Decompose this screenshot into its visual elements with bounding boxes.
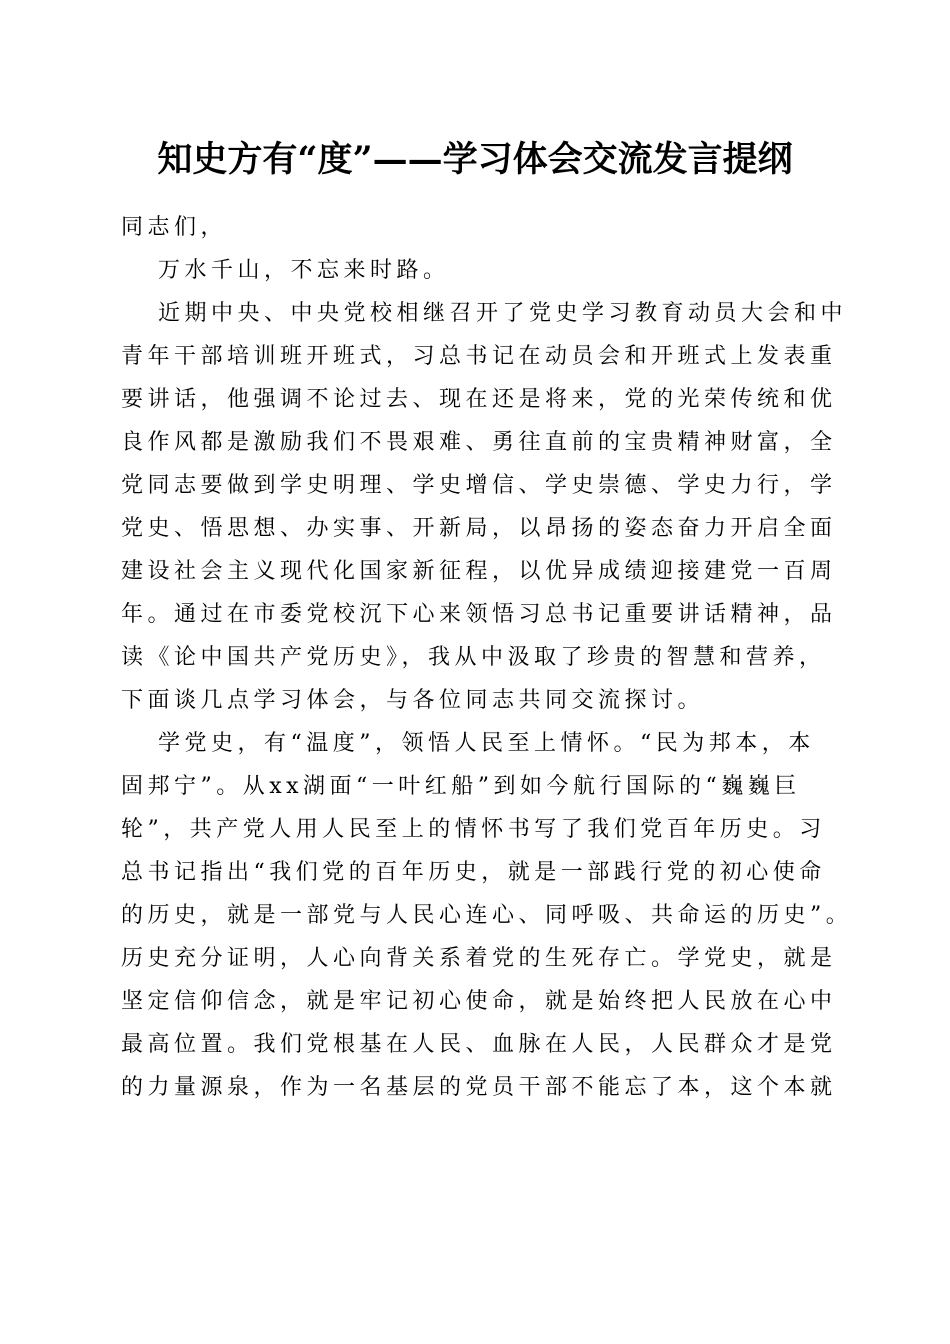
text-line: 下面谈几点学习体会，与各位同志共同交流探讨。 (121, 688, 705, 713)
text-line: 党同志要做到学史明理、学史增信、学史崇德、学史力行，学 (121, 473, 837, 498)
text-line: 最高位置。我们党根基在人民、血脉在人民，人民群众才是党 (121, 1032, 837, 1057)
text-line: 近期中央、中央党校相继召开了党史学习教育动员大会和中 (158, 301, 848, 326)
text-line: 年。通过在市委党校沉下心来领悟习总书记重要讲话精神，品 (121, 602, 837, 627)
text-line: 固邦宁”。从xx湖面“一叶红船”到如今航行国际的“巍巍巨 (121, 774, 801, 799)
document-title: 知史方有“度”——学习体会交流发言提纲 (157, 139, 793, 180)
text-line: 学党史，有“温度”，领悟人民至上情怀。“民为邦本，本 (158, 731, 815, 756)
text-line: 历史充分证明，人心向背关系着党的生死存亡。学党史，就是 (121, 946, 837, 971)
text-line: 万水千山，不忘来时路。 (158, 258, 450, 283)
text-line: 的历史，就是一部党与人民心连心、同呼吸、共命运的历史”。 (121, 903, 853, 928)
document-body (121, 206, 853, 1109)
text-line: 党史、悟思想、办实事、开新局，以昂扬的姿态奋力开启全面 (121, 516, 837, 541)
text-line: 良作风都是激励我们不畏艰难、勇往直前的宝贵精神财富，全 (121, 430, 837, 455)
text-line-salutation: 同志们， (121, 215, 228, 240)
text-line: 轮”，共产党人用人民至上的情怀书写了我们党百年历史。习 (121, 817, 826, 842)
text-line: 要讲话，他强调不论过去、现在还是将来，党的光荣传统和优 (121, 387, 837, 412)
text-line: 读《论中国共产党历史》，我从中汲取了珍贵的智慧和营养， (121, 645, 826, 670)
text-line: 建设社会主义现代化国家新征程，以优异成绩迎接建党一百周 (121, 559, 837, 584)
text-line: 总书记指出“我们党的百年历史，就是一部践行党的初心使命 (121, 860, 826, 885)
text-line: 青年干部培训班开班式，习总书记在动员会和开班式上发表重 (121, 344, 837, 369)
text-line: 坚定信仰信念，就是牢记初心使命，就是始终把人民放在心中 (121, 989, 837, 1014)
text-line: 的力量源泉，作为一名基层的党员干部不能忘了本，这个本就 (121, 1075, 837, 1100)
